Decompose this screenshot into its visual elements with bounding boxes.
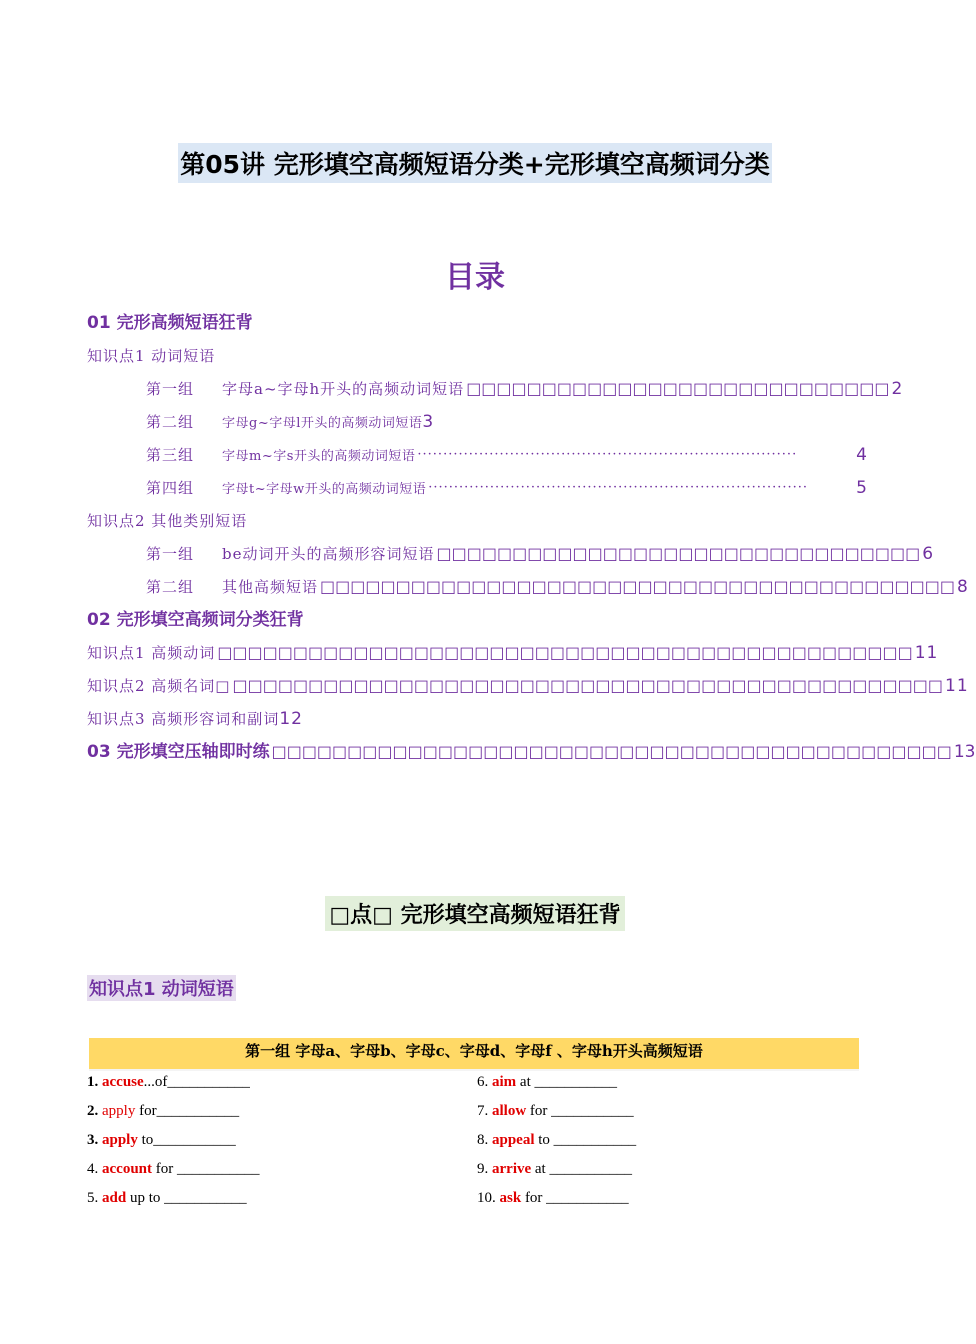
toc-leader: □□□□□□□□□□□□□□□□□□□□□□□□□□□□□□□□□□□□□□□□□□□□□□ [217, 643, 913, 662]
toc-page-number: 8 [956, 577, 968, 597]
toc-page-number: 5 [856, 478, 867, 498]
phrase-blank: for ___________ [152, 1161, 260, 1177]
phrase-keyword: accuse [102, 1074, 144, 1090]
phrase-row [87, 1099, 867, 1128]
phrase-keyword: ask [499, 1190, 522, 1206]
toc-page-number: 3 [422, 412, 434, 432]
toc-entry-group: 第四组 [146, 479, 195, 497]
phrase-number: 1. [87, 1074, 102, 1090]
toc-entry-group: 第一组 [146, 380, 195, 398]
toc-entry-group: 第二组 [146, 578, 195, 596]
toc-leader: □□□□□□□□□□□□□□□□□□□□□□□□□□□□□□□□□□□□□□□□□□□□□ [271, 742, 952, 761]
phrase-number: 9. [477, 1161, 492, 1177]
toc-leader: □□□□□□□□□□□□□□□□□□□□□□□□□□□□ [466, 379, 890, 398]
toc-heading: 目录 [445, 260, 505, 295]
toc-entry-label [146, 543, 434, 565]
toc-leader: □□□□□□□□□□□□□□□□□□□□□□□□□□□□□□□□□□□□□□□□□□ [320, 577, 955, 596]
toc-leader: □□□□□□□□□□□□□□□□□□□□□□□□□□□□□□□□□□□□□□□□□□□□□□□ [232, 676, 944, 695]
phrase-keyword: add [102, 1190, 127, 1206]
phrase-item [477, 1157, 867, 1186]
toc-entry-label: 知识点1 动词短语 [87, 347, 216, 365]
toc-page-number: 6 [922, 544, 934, 564]
phrase-row [87, 1128, 867, 1157]
phrase-keyword: allow [492, 1103, 527, 1119]
toc-entry[interactable] [87, 708, 867, 741]
toc-entry-text: 字母m~字s开头的高频动词短语 [222, 449, 416, 464]
phrase-item [87, 1070, 477, 1099]
toc-entry[interactable] [87, 741, 976, 774]
toc-entry[interactable] [87, 609, 867, 642]
toc-leader: ·········································································· [428, 480, 809, 495]
phrase-blank: at ___________ [531, 1161, 632, 1177]
phrase-number: 4. [87, 1161, 102, 1177]
toc-entry[interactable] [87, 477, 867, 510]
phrase-number: 2. [87, 1103, 102, 1119]
toc-leader: ·········································································· [417, 447, 798, 462]
toc-entry-label [146, 444, 415, 468]
phrase-blank: to ___________ [534, 1132, 637, 1148]
phrase-number: 5. [87, 1190, 102, 1206]
phrase-list [87, 1070, 867, 1215]
toc-entry-label: 知识点2 高频名词□ [87, 677, 231, 695]
toc-entry-text: 字母g~字母l开头的高频动词短语 [222, 416, 423, 431]
phrase-row [87, 1157, 867, 1186]
toc-entry[interactable] [87, 642, 939, 675]
toc-entry[interactable] [87, 411, 867, 444]
document-title-wrap [0, 143, 950, 183]
phrase-item [87, 1186, 477, 1215]
section-title-wrap [0, 896, 950, 931]
toc-entry[interactable] [87, 345, 867, 378]
toc-entry-label: 02 完形填空高频词分类狂背 [87, 610, 304, 630]
phrase-keyword: aim [492, 1074, 517, 1090]
toc-page-number: 11 [914, 643, 939, 663]
toc-entry-text: 字母t~字母w开头的高频动词短语 [222, 482, 427, 497]
toc-entry[interactable] [87, 444, 867, 477]
toc-page-number: 11 [945, 676, 969, 696]
toc-entry-group: 第一组 [146, 545, 195, 563]
toc-entry-group: 第二组 [146, 413, 195, 431]
toc-entry-label: 知识点3 高频形容词和副词 [87, 710, 280, 728]
toc-entry-label [146, 576, 318, 598]
phrase-keyword: appeal [492, 1132, 535, 1148]
toc-entry[interactable] [87, 576, 968, 609]
phrase-number: 10. [477, 1190, 500, 1206]
toc-entry-label: 知识点1 高频动词 [87, 644, 216, 662]
phrase-number: 6. [477, 1074, 492, 1090]
toc-entry-label: 03 完形填空压轴即时练 [87, 742, 270, 762]
toc-entry-label: 知识点2 其他类别短语 [87, 512, 248, 530]
toc-entry-label: 01 完形高频短语狂背 [87, 313, 253, 333]
phrase-keyword: apply [102, 1132, 138, 1148]
toc-entry-label [146, 378, 464, 400]
toc-leader: □□□□□□□□□□□□□□□□□□□□□□□□□□□□□□□□ [436, 544, 921, 563]
section-title: □点□ 完形填空高频短语狂背 [325, 896, 624, 931]
knowledge-point-title: 知识点1 动词短语 [87, 975, 236, 1001]
phrase-blank: at ___________ [516, 1074, 617, 1090]
toc-entry-label [146, 411, 422, 435]
phrase-blank: for ___________ [526, 1103, 634, 1119]
phrase-item [477, 1099, 867, 1128]
toc-entry[interactable] [87, 312, 867, 345]
toc-entry[interactable] [87, 543, 934, 576]
toc-page-number: 4 [856, 445, 867, 465]
phrase-item [87, 1128, 477, 1157]
group-header: 第一组 字母a、字母b、字母c、字母d、字母f 、字母h开头高频短语 [89, 1038, 859, 1071]
phrase-keyword: apply [102, 1103, 136, 1119]
toc-entry[interactable] [87, 510, 867, 543]
document-title: 第05讲 完形填空高频短语分类+完形填空高频词分类 [178, 143, 771, 183]
phrase-row [87, 1186, 867, 1215]
toc-page-number: 2 [891, 379, 903, 399]
phrase-blank: for___________ [135, 1103, 240, 1119]
phrase-keyword: arrive [492, 1161, 532, 1177]
phrase-item [87, 1157, 477, 1186]
table-of-contents [87, 312, 976, 774]
phrase-keyword: account [102, 1161, 152, 1177]
toc-entry-group: 第三组 [146, 446, 195, 464]
toc-entry-label [146, 477, 426, 501]
phrase-item [477, 1128, 867, 1157]
toc-entry[interactable] [87, 675, 969, 708]
toc-entry-text: 字母a~字母h开头的高频动词短语 [222, 380, 465, 398]
toc-entry[interactable] [87, 378, 903, 411]
phrase-row [87, 1070, 867, 1099]
phrase-item [87, 1099, 477, 1128]
toc-page-number: 13 [953, 742, 976, 762]
toc-page-number: 12 [279, 709, 303, 729]
phrase-number: 3. [87, 1132, 102, 1148]
phrase-number: 8. [477, 1132, 492, 1148]
phrase-blank: up to ___________ [126, 1190, 247, 1206]
phrase-number: 7. [477, 1103, 492, 1119]
phrase-blank: for ___________ [521, 1190, 629, 1206]
toc-entry-text: be动词开头的高频形容词短语 [222, 545, 435, 563]
phrase-item [477, 1070, 867, 1099]
phrase-blank: ...of___________ [143, 1074, 250, 1090]
phrase-blank: to___________ [137, 1132, 236, 1148]
toc-entry-text: 其他高频短语 [222, 578, 319, 596]
phrase-item [477, 1186, 867, 1215]
